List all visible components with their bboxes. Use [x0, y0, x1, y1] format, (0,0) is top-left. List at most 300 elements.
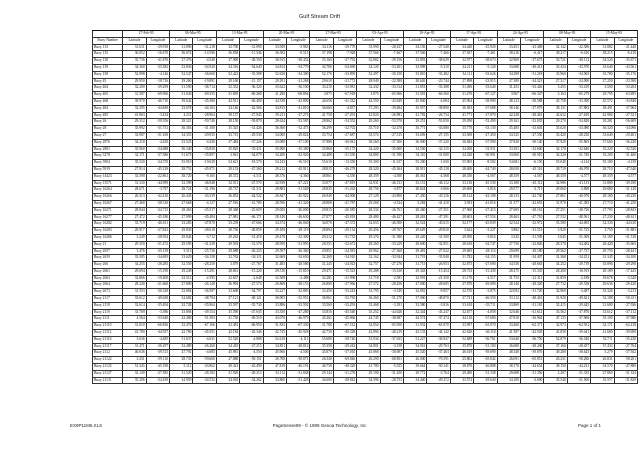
- longitude-cell: -37.979: [520, 105, 543, 112]
- latitude-cell: 32.591: [403, 275, 426, 282]
- latitude-cell: 32.669: [263, 255, 286, 262]
- longitude-cell: -33.711: [474, 302, 497, 309]
- latitude-cell: 26.847: [263, 194, 286, 201]
- longitude-cell: -43.108: [474, 194, 497, 201]
- latitude-cell: 29.795: [591, 92, 614, 99]
- latitude-cell: 45.840: [403, 98, 426, 105]
- latitude-cell: 29.610: [310, 78, 333, 85]
- longitude-cell: -38.673: [474, 58, 497, 65]
- longitude-cell: -54.920: [193, 64, 216, 71]
- latitude-cell: 27.460: [123, 200, 146, 207]
- latitude-cell: 33.640: [591, 64, 614, 71]
- table-row: [93, 207, 638, 214]
- latitude-cell: 31.788: [310, 323, 333, 330]
- latitude-cell: 33.460: [497, 323, 520, 330]
- longitude-cell: -66.836: [146, 323, 169, 330]
- longitude-cell: -44.522: [240, 194, 263, 201]
- longitude-cell: -4.567: [474, 173, 497, 180]
- longitude-cell: -24.570: [146, 160, 169, 167]
- longitude-cell: -26.360: [287, 248, 310, 255]
- latitude-cell: 34.596: [357, 377, 380, 384]
- longitude-cell: -9.857: [427, 289, 450, 296]
- latitude-cell: 28.835: [310, 187, 333, 194]
- latitude-cell: 29.950: [450, 234, 473, 241]
- latitude-cell: 42.780: [170, 330, 193, 337]
- longitude-cell: -41.113: [567, 180, 590, 187]
- longitude-cell: -4.888: [240, 336, 263, 343]
- longitude-cell: -27.737: [567, 248, 590, 255]
- latitude-header: Latitude: [310, 37, 333, 44]
- latitude-cell: 32.142: [544, 44, 567, 51]
- buoy-name-cell: Buoy 2664: [93, 282, 123, 289]
- latitude-cell: 28.263: [403, 214, 426, 221]
- longitude-cell: -37.986: [614, 316, 637, 323]
- latitude-cell: 31.470: [450, 92, 473, 99]
- longitude-cell: -34.079: [240, 153, 263, 160]
- longitude-cell: -26.223: [240, 248, 263, 255]
- longitude-cell: -34.262: [240, 377, 263, 384]
- latitude-cell: 29.251: [403, 119, 426, 126]
- latitude-cell: 45.868: [357, 350, 380, 357]
- longitude-cell: -22.861: [146, 173, 169, 180]
- buoy-number-header: Buoy Number: [93, 37, 123, 44]
- longitude-cell: -6.416: [567, 51, 590, 58]
- latitude-cell: 27.389: [497, 78, 520, 85]
- latitude-cell: 28.861: [216, 268, 239, 275]
- table-row: [93, 166, 638, 173]
- latitude-cell: 37.060: [403, 296, 426, 303]
- latitude-cell: 34.860: [263, 377, 286, 384]
- longitude-cell: -15.220: [240, 268, 263, 275]
- latitude-cell: 26.290: [357, 357, 380, 364]
- latitude-cell: 33.350: [263, 309, 286, 316]
- latitude-cell: 27.695: [497, 207, 520, 214]
- longitude-cell: -28.964: [193, 112, 216, 119]
- table-row: [93, 364, 638, 371]
- longitude-cell: -4.577: [614, 173, 637, 180]
- longitude-cell: -27.966: [333, 282, 356, 289]
- longitude-cell: -33.293: [333, 302, 356, 309]
- table-row: [93, 282, 638, 289]
- longitude-cell: -38.990: [474, 98, 497, 105]
- latitude-cell: 31.970: [544, 200, 567, 207]
- latitude-cell: 27.532: [544, 214, 567, 221]
- latitude-cell: 52.711: [591, 336, 614, 343]
- table-row: [93, 132, 638, 139]
- longitude-cell: -31.218: [193, 44, 216, 51]
- latitude-cell: 42.911: [216, 98, 239, 105]
- date-header: 20-Mar-95: [263, 31, 310, 38]
- latitude-cell: 32.352: [216, 85, 239, 92]
- longitude-cell: -51.270: [380, 296, 403, 303]
- longitude-cell: -31.848: [287, 370, 310, 377]
- longitude-cell: -29.810: [427, 228, 450, 235]
- latitude-cell: 3.163: [544, 92, 567, 99]
- latitude-cell: 3.879: [216, 262, 239, 269]
- footer-page-number: Page 1 of 1: [578, 423, 602, 428]
- longitude-cell: -47.880: [614, 364, 637, 371]
- longitude-cell: -28.430: [520, 343, 543, 350]
- latitude-cell: 31.890: [170, 44, 193, 51]
- latitude-cell: 5.112: [170, 364, 193, 371]
- longitude-cell: -31.165: [520, 302, 543, 309]
- longitude-cell: -31.911: [474, 146, 497, 153]
- date-header: 15-May-95: [591, 31, 638, 38]
- latitude-cell: 33.640: [591, 132, 614, 139]
- latitude-cell: 28.463: [497, 214, 520, 221]
- longitude-cell: -33.080: [427, 126, 450, 133]
- table-row: [93, 153, 638, 160]
- longitude-cell: -45.364: [380, 166, 403, 173]
- longitude-cell: -51.583: [193, 316, 216, 323]
- latitude-cell: 29.260: [170, 78, 193, 85]
- latitude-cell: 26.868: [263, 282, 286, 289]
- longitude-cell: -33.388: [427, 85, 450, 92]
- longitude-cell: -43.247: [427, 309, 450, 316]
- table-row: [93, 241, 638, 248]
- longitude-cell: -9.515: [287, 51, 310, 58]
- longitude-cell: -13.350: [333, 160, 356, 167]
- latitude-cell: 3.920: [544, 228, 567, 235]
- buoy-name-cell: Buoy 158: [93, 71, 123, 78]
- buoy-name-cell: Buoy 15571: [93, 180, 123, 187]
- latitude-cell: 3.875: [357, 92, 380, 99]
- longitude-cell: -40.328: [333, 330, 356, 337]
- latitude-cell: 32.171: [123, 153, 146, 160]
- longitude-cell: -26.297: [146, 343, 169, 350]
- longitude-cell: -48.320: [333, 364, 356, 371]
- buoy-name-cell: Buoy 27: [93, 132, 123, 139]
- buoy-name-cell: Buoy 16271: [93, 207, 123, 214]
- longitude-cell: -35.494: [146, 302, 169, 309]
- latitude-cell: 33.227: [263, 289, 286, 296]
- latitude-cell: 34.550: [403, 146, 426, 153]
- longitude-cell: -31.550: [333, 153, 356, 160]
- longitude-cell: -33.603: [520, 126, 543, 133]
- latitude-cell: 36.320: [591, 126, 614, 133]
- latitude-cell: 37.121: [216, 296, 239, 303]
- longitude-cell: -28.605: [427, 282, 450, 289]
- longitude-cell: -9.165: [193, 173, 216, 180]
- longitude-cell: -27.767: [240, 262, 263, 269]
- latitude-cell: 26.313: [123, 194, 146, 201]
- latitude-cell: 3.345: [497, 234, 520, 241]
- longitude-cell: -27.687: [333, 132, 356, 139]
- longitude-cell: -28.182: [193, 370, 216, 377]
- longitude-cell: -33.940: [427, 255, 450, 262]
- longitude-cell: -29.080: [474, 282, 497, 289]
- longitude-cell: -24.581: [333, 248, 356, 255]
- longitude-cell: -3.181: [380, 302, 403, 309]
- latitude-cell: 27.317: [544, 78, 567, 85]
- longitude-cell: -31.500: [427, 234, 450, 241]
- longitude-cell: -26.260: [193, 343, 216, 350]
- latitude-cell: 29.291: [263, 78, 286, 85]
- buoy-name-cell: Buoy 2112: [93, 350, 123, 357]
- latitude-cell: 26.800: [310, 282, 333, 289]
- longitude-cell: -3.434: [146, 112, 169, 119]
- latitude-cell: 46.636: [123, 350, 146, 357]
- longitude-cell: -28.250: [193, 262, 216, 269]
- longitude-cell: -21.772: [333, 78, 356, 85]
- longitude-cell: -45.839: [474, 221, 497, 228]
- longitude-cell: -27.585: [146, 370, 169, 377]
- latitude-header: Latitude: [544, 37, 567, 44]
- latitude-cell: 33.569: [450, 132, 473, 139]
- longitude-cell: -2.581: [380, 275, 403, 282]
- longitude-cell: -34.650: [287, 255, 310, 262]
- longitude-cell: -31.735: [333, 234, 356, 241]
- longitude-cell: -17.443: [614, 268, 637, 275]
- longitude-cell: -29.443: [333, 343, 356, 350]
- latitude-cell: 28.710: [591, 166, 614, 173]
- longitude-cell: -27.315: [380, 132, 403, 139]
- latitude-cell: 28.189: [591, 268, 614, 275]
- table-row: [93, 98, 638, 105]
- longitude-cell: -38.310: [146, 200, 169, 207]
- longitude-cell: -31.472: [146, 241, 169, 248]
- latitude-cell: 34.941: [403, 343, 426, 350]
- latitude-cell: 3.251: [123, 357, 146, 364]
- longitude-cell: -14.596: [193, 51, 216, 58]
- latitude-cell: 28.133: [497, 194, 520, 201]
- longitude-cell: -27.550: [520, 132, 543, 139]
- document-title: Gulf Stream Drift: [299, 14, 340, 20]
- longitude-cell: -34.439: [146, 377, 169, 384]
- longitude-cell: -52.035: [520, 119, 543, 126]
- longitude-cell: -21.990: [333, 275, 356, 282]
- latitude-cell: 45.981: [216, 350, 239, 357]
- longitude-cell: -4.550: [240, 350, 263, 357]
- longitude-cell: -45.118: [427, 166, 450, 173]
- longitude-cell: -31.460: [614, 153, 637, 160]
- longitude-cell: -41.410: [427, 200, 450, 207]
- longitude-cell: -58.201: [614, 357, 637, 364]
- longitude-cell: -4.436: [193, 139, 216, 146]
- column-header-row: [93, 37, 638, 44]
- longitude-cell: -5.120: [474, 64, 497, 71]
- latitude-cell: 36.852: [123, 51, 146, 58]
- longitude-cell: -39.876: [520, 350, 543, 357]
- latitude-cell: 31.680: [591, 302, 614, 309]
- longitude-cell: -3.898: [567, 187, 590, 194]
- latitude-cell: 27.710: [591, 200, 614, 207]
- longitude-cell: -33.592: [287, 302, 310, 309]
- longitude-cell: -66.950: [240, 323, 263, 330]
- latitude-cell: 29.153: [216, 166, 239, 173]
- longitude-cell: -26.953: [427, 262, 450, 269]
- longitude-cell: -4.568: [427, 173, 450, 180]
- longitude-cell: -33.514: [380, 85, 403, 92]
- date-header: 27-Feb-95: [123, 31, 170, 38]
- longitude-cell: -38.890: [427, 105, 450, 112]
- latitude-cell: 32.969: [497, 58, 520, 65]
- latitude-cell: 28.275: [497, 268, 520, 275]
- longitude-cell: -36.220: [614, 139, 637, 146]
- longitude-cell: -35.964: [193, 302, 216, 309]
- longitude-cell: -67.918: [333, 92, 356, 99]
- latitude-cell: 31.859: [544, 275, 567, 282]
- latitude-cell: 34.959: [170, 377, 193, 384]
- longitude-cell: -18.716: [146, 78, 169, 85]
- latitude-cell: 3.645: [544, 234, 567, 241]
- longitude-cell: -29.770: [333, 44, 356, 51]
- latitude-cell: 31.245: [310, 262, 333, 269]
- longitude-cell: -44.163: [193, 105, 216, 112]
- table-row: [93, 64, 638, 71]
- latitude-cell: 55.040: [544, 160, 567, 167]
- longitude-cell: -19.630: [193, 160, 216, 167]
- latitude-cell: 44.745: [357, 316, 380, 323]
- latitude-cell: 36.900: [403, 139, 426, 146]
- table-row: [93, 214, 638, 221]
- latitude-cell: 28.140: [263, 214, 286, 221]
- longitude-cell: -26.981: [380, 112, 403, 119]
- latitude-cell: 29.629: [403, 228, 426, 235]
- latitude-cell: 39.642: [170, 98, 193, 105]
- longitude-cell: -33.080: [567, 126, 590, 133]
- date-header: 08-May-95: [544, 31, 591, 38]
- latitude-cell: 31.853: [403, 85, 426, 92]
- latitude-cell: 28.400: [450, 166, 473, 173]
- longitude-cell: -34.688: [146, 146, 169, 153]
- longitude-cell: -26.000: [287, 207, 310, 214]
- latitude-cell: 33.816: [310, 309, 333, 316]
- longitude-cell: -29.918: [146, 44, 169, 51]
- latitude-cell: 34.255: [123, 262, 146, 269]
- longitude-cell: -27.945: [240, 112, 263, 119]
- latitude-cell: 3.882: [497, 228, 520, 235]
- latitude-cell: 28.719: [544, 166, 567, 173]
- longitude-cell: -67.127: [474, 92, 497, 99]
- latitude-cell: 34.211: [450, 64, 473, 71]
- longitude-cell: -46.040: [287, 221, 310, 228]
- table-row: [93, 262, 638, 269]
- longitude-cell: -28.726: [567, 207, 590, 214]
- longitude-cell: -31.549: [287, 187, 310, 194]
- footer-filename: EX9P11M5.XLS: [70, 423, 103, 428]
- buoy-name-cell: Buoy 21116: [93, 336, 123, 343]
- buoy-name-cell: Buoy 21: [93, 241, 123, 248]
- longitude-cell: -39.180: [614, 180, 637, 187]
- latitude-cell: 32.911: [216, 180, 239, 187]
- latitude-cell: 27.668: [170, 200, 193, 207]
- latitude-cell: 29.481: [403, 248, 426, 255]
- latitude-cell: 34.252: [544, 262, 567, 269]
- latitude-cell: 31.715: [403, 262, 426, 269]
- latitude-cell: 29.562: [544, 248, 567, 255]
- latitude-cell: 48.861: [310, 173, 333, 180]
- longitude-cell: -29.119: [287, 228, 310, 235]
- latitude-cell: 33.525: [170, 139, 193, 146]
- latitude-cell: 28.480: [357, 214, 380, 221]
- longitude-cell: -16.670: [146, 51, 169, 58]
- longitude-cell: -25.139: [146, 248, 169, 255]
- latitude-cell: 3.967: [497, 92, 520, 99]
- latitude-cell: 27.916: [216, 200, 239, 207]
- longitude-cell: -5.555: [380, 364, 403, 371]
- latitude-cell: 35.540: [544, 377, 567, 384]
- latitude-cell: 29.962: [357, 248, 380, 255]
- longitude-cell: -28.457: [567, 343, 590, 350]
- latitude-cell: 47.792: [170, 350, 193, 357]
- longitude-cell: -47.554: [474, 214, 497, 221]
- longitude-cell: -43.561: [614, 64, 637, 71]
- table-row: [93, 323, 638, 330]
- longitude-cell: -31.890: [240, 44, 263, 51]
- longitude-cell: -2.517: [474, 275, 497, 282]
- latitude-cell: 35.200: [591, 153, 614, 160]
- longitude-cell: -18.570: [240, 160, 263, 167]
- longitude-cell: -31.580: [380, 234, 403, 241]
- latitude-cell: 33.869: [497, 302, 520, 309]
- longitude-cell: -31.725: [567, 228, 590, 235]
- latitude-cell: 41.771: [450, 112, 473, 119]
- latitude-cell: 31.932: [403, 323, 426, 330]
- longitude-cell: -4.685: [193, 350, 216, 357]
- table-row: [93, 51, 638, 58]
- longitude-header: Longitude: [567, 37, 590, 44]
- table-row: [93, 336, 638, 343]
- latitude-cell: 35.557: [591, 377, 614, 384]
- longitude-cell: -31.000: [427, 153, 450, 160]
- table-row: [93, 180, 638, 187]
- latitude-cell: 33.580: [403, 302, 426, 309]
- longitude-header: Longitude: [287, 37, 310, 44]
- latitude-cell: 47.135: [544, 316, 567, 323]
- buoy-name-cell: Buoy 2673: [93, 289, 123, 296]
- longitude-cell: -31.419: [240, 234, 263, 241]
- longitude-cell: -27.291: [333, 112, 356, 119]
- longitude-cell: -27.936: [614, 302, 637, 309]
- latitude-cell: 31.040: [170, 92, 193, 99]
- latitude-cell: 27.861: [544, 194, 567, 201]
- latitude-cell: 34.565: [216, 377, 239, 384]
- latitude-cell: 28.610: [450, 241, 473, 248]
- longitude-cell: -40.070: [567, 194, 590, 201]
- longitude-cell: -43.339: [193, 194, 216, 201]
- longitude-cell: -44.695: [567, 221, 590, 228]
- table-row: [93, 146, 638, 153]
- longitude-cell: -38.432: [287, 58, 310, 65]
- table-row: [93, 330, 638, 337]
- latitude-cell: 29.270: [544, 119, 567, 126]
- latitude-cell: 48.376: [263, 173, 286, 180]
- longitude-cell: -44.142: [427, 330, 450, 337]
- latitude-cell: 28.735: [170, 357, 193, 364]
- longitude-cell: -54.779: [287, 64, 310, 71]
- longitude-cell: -43.490: [240, 364, 263, 371]
- latitude-cell: 27.750: [497, 241, 520, 248]
- latitude-cell: 37.567: [450, 51, 473, 58]
- latitude-cell: 34.374: [263, 221, 286, 228]
- latitude-cell: 52.497: [357, 71, 380, 78]
- latitude-cell: 29.950: [123, 78, 146, 85]
- longitude-cell: -32.972: [520, 221, 543, 228]
- latitude-cell: 53.640: [497, 336, 520, 343]
- longitude-cell: -4.567: [520, 173, 543, 180]
- latitude-cell: 48.340: [497, 350, 520, 357]
- longitude-cell: -47.391: [427, 214, 450, 221]
- longitude-cell: -21.350: [427, 275, 450, 282]
- latitude-cell: 38.491: [591, 105, 614, 112]
- longitude-cell: -37.112: [614, 309, 637, 316]
- latitude-cell: 32.344: [403, 309, 426, 316]
- longitude-cell: -28.285: [146, 262, 169, 269]
- latitude-cell: 51.345: [123, 364, 146, 371]
- longitude-cell: -46.888: [474, 364, 497, 371]
- longitude-cell: -56.609: [614, 119, 637, 126]
